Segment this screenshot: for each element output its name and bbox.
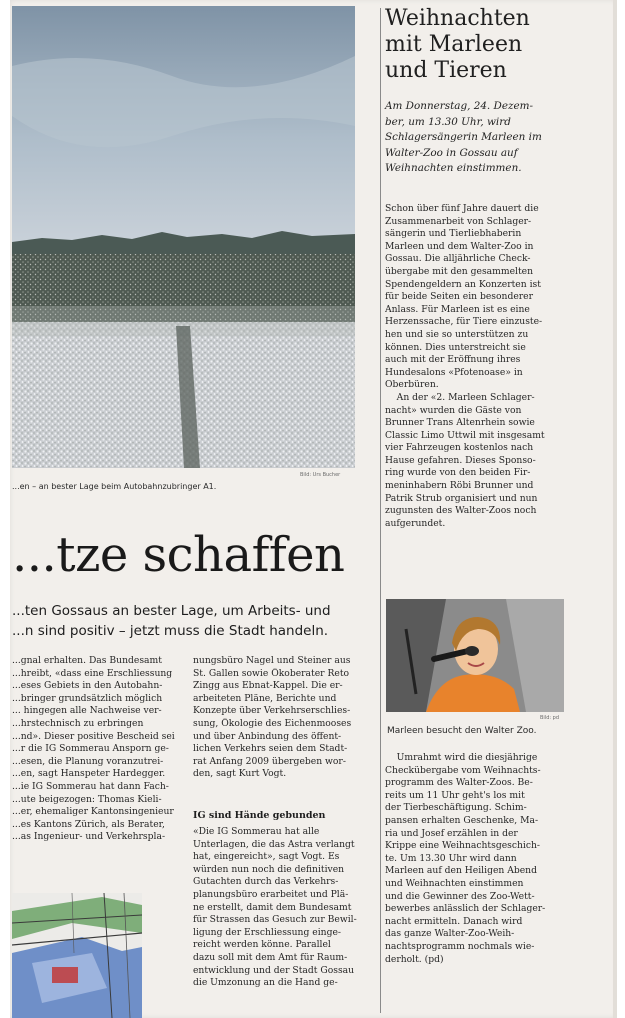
text-line: für beide Seiten ein besonderer xyxy=(385,291,533,303)
text-line: Gossau. Die alljährliche Check- xyxy=(385,253,531,265)
subhead-line: ...n sind positiv – jetzt muss die Stadt handeln. xyxy=(12,623,329,639)
text-line: lichen Verkehrs seien dem Stadt- xyxy=(193,743,348,755)
text-line: Schon über fünf Jahre dauert die xyxy=(385,203,539,214)
text-line: und über Anbindung des öffent- xyxy=(193,730,342,742)
text-line: und Weihnachten einstimmen xyxy=(385,877,524,889)
text-line: reits um 11 Uhr geht's los mit xyxy=(385,789,525,801)
article-headline: ...tze schaffen xyxy=(12,527,345,583)
photo-caption: ...en – an bester Lage beim Autobahnzubringer A1. xyxy=(12,482,217,491)
text-line: ...gnal erhalten. Das Bundesamt xyxy=(12,655,162,666)
lead-line: Walter-Zoo in Gossau auf xyxy=(385,146,518,159)
field-photo xyxy=(12,6,355,468)
title-line: mit Marleen xyxy=(385,32,523,57)
singer-photo xyxy=(386,599,564,712)
text-line: Anlass. Für Marleen ist es eine xyxy=(385,303,530,315)
sidebar-article-body xyxy=(385,203,565,530)
middle-column-text xyxy=(193,655,373,781)
text-line: entwicklung und der Stadt Gossau xyxy=(193,964,355,976)
column-divider xyxy=(380,8,381,1013)
text-line: programm des Walter-Zoos. Be- xyxy=(385,777,533,789)
text-line: ...as Ingenieur- und Verkehrspla- xyxy=(12,831,166,843)
lead-line: Schlagersängerin Marleen im xyxy=(385,131,542,144)
sidebar-article-title xyxy=(385,6,615,84)
text-line: aufgerundet. xyxy=(385,517,446,529)
text-line: ne erstellt, damit dem Bundesamt xyxy=(193,901,352,913)
text-line: würden nun noch die definitiven xyxy=(193,863,345,875)
text-line: St. Gallen sowie Ökoberater Reto xyxy=(193,667,350,679)
text-line: nacht» wurden die Gäste von xyxy=(385,404,522,416)
text-line: Marleen auf den Heiligen Abend xyxy=(385,865,537,877)
text-line: dazu soll mit dem Amt für Raum- xyxy=(193,951,348,963)
text-line: Checkübergabe vom Weihnachts- xyxy=(385,764,541,776)
text-line: Gutachten durch das Verkehrs- xyxy=(193,876,339,888)
lead-line: Am Donnerstag, 24. Dezem- xyxy=(385,100,534,112)
text-line: können. Dies unterstreicht sie xyxy=(385,341,526,353)
text-line: Krippe eine Weihnachtsgeschich- xyxy=(385,840,541,852)
text-line: ring wurde von den beiden Fir- xyxy=(385,467,531,479)
text-line: sängerin und Tierliebhaberin xyxy=(385,228,522,240)
text-line: ...en, sagt Hanspeter Hardegger. xyxy=(12,768,166,780)
text-line: vier Fahrzeugen kostenlos nach xyxy=(385,442,534,454)
text-line: An der «2. Marleen Schlager- xyxy=(385,391,535,403)
text-line: sung, Ökologie des Eichenmooses xyxy=(193,717,352,729)
text-line: nungsbüro Nagel und Steiner aus xyxy=(193,655,351,666)
page-edge-shadow xyxy=(613,0,617,1018)
text-line: Hause gefahren. Dieses Sponso- xyxy=(385,454,536,466)
text-line: Classic Limo Uttwil mit insgesamt xyxy=(385,429,545,441)
text-line: ...esen, die Planung voranzutrei- xyxy=(12,755,164,767)
text-line: meninhabern Röbi Brunner und xyxy=(385,480,534,492)
title-line: Weihnachten xyxy=(385,6,530,31)
text-line: ...eses Gebiets in den Autobahn- xyxy=(12,680,163,692)
text-line: Hundesalons «Pfotenoase» in xyxy=(385,366,523,378)
text-line: der Tierbeschäftigung. Schim- xyxy=(385,802,527,814)
lead-line: ber, um 13.30 Uhr, wird xyxy=(385,115,511,128)
text-line: übergabe mit den gesammelten xyxy=(385,265,534,277)
text-line: auch mit der Eröffnung ihres xyxy=(385,354,521,366)
text-line: und die Gewinner des Zoo-Wett- xyxy=(385,890,535,902)
text-line: ria und Josef erzählen in der xyxy=(385,827,518,839)
text-line: die Umzonung an die Hand ge- xyxy=(193,977,338,989)
text-line: pansen erhalten Geschenke, Ma- xyxy=(385,814,539,826)
text-line: ...hrstechnisch zu erbringen xyxy=(12,717,144,729)
text-line: Zusammenarbeit von Schlager- xyxy=(385,215,532,227)
text-line: Unterlagen, die das Astra verlangt xyxy=(193,838,355,850)
text-line: nachtsprogramm nochmals wie- xyxy=(385,940,535,952)
text-line: arbeiteten Pläne, Berichte und xyxy=(193,692,337,704)
text-line: hen und sie so unterstützen zu xyxy=(385,328,529,340)
text-line: das ganze Walter-Zoo-Weih- xyxy=(385,928,515,940)
text-line: derholt. (pd) xyxy=(385,953,444,965)
text-line: ...ie IG Sommerau hat dann Fach- xyxy=(12,780,169,792)
text-line: ...bringer grundsätzlich möglich xyxy=(12,692,163,704)
text-line: Marleen und dem Walter-Zoo in xyxy=(385,240,534,252)
text-line: ...nd». Dieser positive Bescheid sei xyxy=(12,730,175,742)
photo-caption: Marleen besucht den Walter Zoo. xyxy=(387,726,537,736)
text-line: Umrahmt wird die diesjährige xyxy=(385,752,538,763)
sidebar-article-body-continued xyxy=(385,752,565,966)
middle-column-text-continued xyxy=(193,826,373,990)
left-column-text xyxy=(12,655,184,844)
text-line: rat Anfang 2009 übergeben wor- xyxy=(193,755,346,767)
photo-credit: Bild: pd xyxy=(540,715,560,721)
text-line: ...ute beigezogen: Thomas Kieli- xyxy=(12,793,162,805)
text-line: Oberbüren. xyxy=(385,379,439,391)
section-subheading: IG sind Hände gebunden xyxy=(193,810,326,821)
article-subhead xyxy=(12,601,368,641)
site-map-graphic xyxy=(12,893,142,1018)
text-line: planungsbüro erarbeitet und Plä- xyxy=(193,888,349,900)
text-line: ... hingegen alle Nachweise ver- xyxy=(12,705,162,717)
text-line: zugunsten des Walter-Zoos noch xyxy=(385,505,537,517)
text-line: ...r die IG Sommerau Ansporn ge- xyxy=(12,743,169,755)
text-line: bewerbes anlässlich der Schlager- xyxy=(385,903,546,915)
text-line: für Strassen das Gesuch zur Bewil- xyxy=(193,914,357,926)
sidebar-article-lead xyxy=(385,99,575,177)
text-line: nacht ermitteln. Danach wird xyxy=(385,915,523,927)
text-line: hat, eingereicht», sagt Vogt. Es xyxy=(193,851,340,863)
text-line: «Die IG Sommerau hat alle xyxy=(193,826,320,837)
text-line: ...er, ehemaliger Kantonsingenieur xyxy=(12,806,174,818)
lead-line: Weihnachten einstimmen. xyxy=(385,162,522,175)
text-line: den, sagt Kurt Vogt. xyxy=(193,768,287,780)
text-line: te. Um 13.30 Uhr wird dann xyxy=(385,852,517,864)
text-line: Patrik Strub organisiert und nun xyxy=(385,492,538,504)
text-line: Konzepte über Verkehrserschlies- xyxy=(193,705,351,717)
photo-credit: Bild: Urs Bucher xyxy=(300,472,341,478)
subhead-line: ...ten Gossaus an bester Lage, um Arbeits- und xyxy=(12,603,331,619)
text-line: ligung der Erschliessung einge- xyxy=(193,926,341,938)
text-line: ...hreibt, «dass eine Erschliessung xyxy=(12,667,173,679)
text-line: Spendengeldern an Konzerten ist xyxy=(385,278,541,290)
text-line: reicht werden könne. Parallel xyxy=(193,939,331,951)
text-line: Zingg aus Ebnat-Kappel. Die er- xyxy=(193,680,343,692)
title-line: und Tieren xyxy=(385,58,507,83)
text-line: Herzenssache, für Tiere einzuste- xyxy=(385,316,543,328)
text-line: ...es Kantons Zürich, als Berater, xyxy=(12,818,165,830)
text-line: Brunner Trans Altenrhein sowie xyxy=(385,417,535,429)
